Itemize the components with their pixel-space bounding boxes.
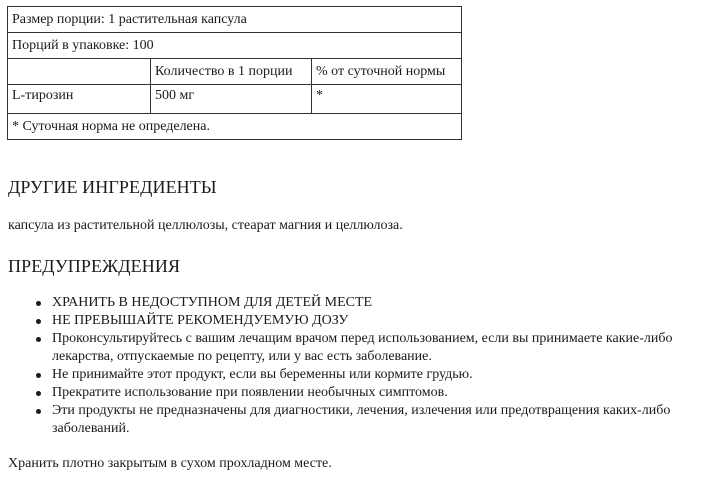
serving-size-row [8, 7, 462, 33]
servings-per-container: Порций в упаковке: 100 [8, 33, 462, 59]
list-item: Проконсультируйтесь с вашим лечащим врачом перед использованием, если вы принимаете какие-либо лекарства, отпускаемые по рецепту, или у вас есть заболевание. [52, 330, 704, 366]
header-amount-per-serving: Количество в 1 порции [151, 59, 312, 85]
list-item: Не принимайте этот продукт, если вы беременны или кормите грудью. [52, 366, 704, 384]
footnote: * Суточная норма не определена. [8, 114, 462, 140]
ingredient-daily-value: * [312, 85, 462, 114]
warnings-list [8, 294, 704, 438]
servings-per-container-row [8, 33, 462, 59]
header-daily-value: % от суточной нормы [312, 59, 462, 85]
list-item: Прекратите использование при появлении необычных симптомов. [52, 384, 704, 402]
table-row [8, 85, 462, 114]
table-header-row [8, 59, 462, 85]
ingredient-name: L-тирозин [8, 85, 151, 114]
header-blank-cell [8, 59, 151, 85]
list-item: НЕ ПРЕВЫШАЙТЕ РЕКОМЕНДУЕМУЮ ДОЗУ [52, 312, 704, 330]
serving-size: Размер порции: 1 растительная капсула [8, 7, 462, 33]
other-ingredients-text: капсула из растительной целлюлозы, стеарат магния и целлюлоза. [8, 218, 403, 233]
ingredient-amount: 500 мг [151, 85, 312, 114]
supplement-facts-table [7, 6, 462, 140]
storage-note: Хранить плотно закрытым в сухом прохладном месте. [8, 456, 332, 471]
list-item: ХРАНИТЬ В НЕДОСТУПНОМ ДЛЯ ДЕТЕЙ МЕСТЕ [52, 294, 704, 312]
warnings-heading: ПРЕДУПРЕЖДЕНИЯ [8, 256, 181, 276]
other-ingredients-heading: ДРУГИЕ ИНГРЕДИЕНТЫ [8, 177, 217, 197]
list-item: Эти продукты не предназначены для диагностики, лечения, излечения или предотвращения каких-либо заболеваний. [52, 402, 704, 438]
footnote-row [8, 114, 462, 140]
